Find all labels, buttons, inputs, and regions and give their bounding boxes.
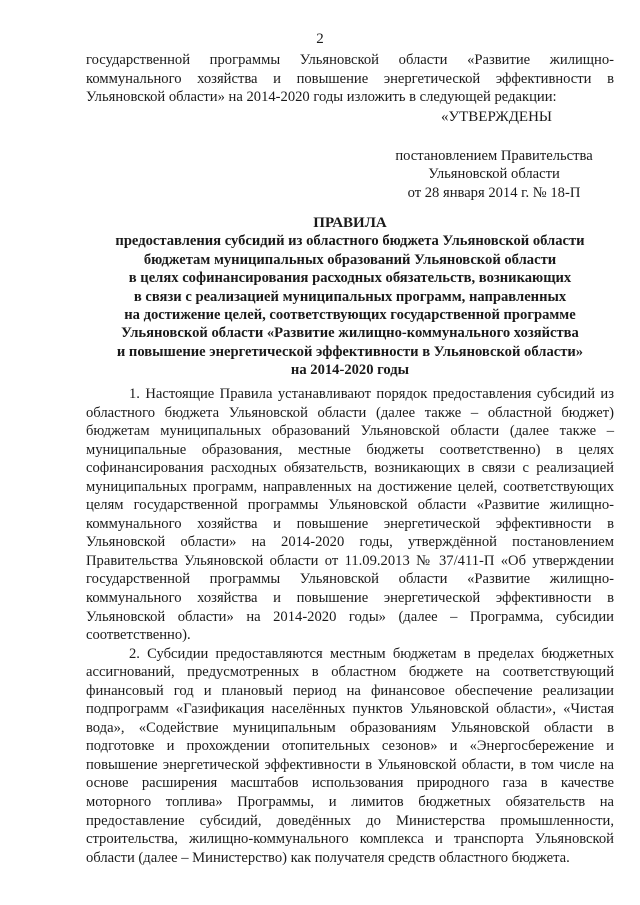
title-line: в целях софинансирования расходных обязательств, возникающих xyxy=(128,270,572,287)
body-paragraph-2: 2. Субсидии предоставляются местным бюджетам в пределах бюджетных ассигнований, предусмотренных в областном бюджете на соответствующий финансовый год и плановый период на финансовое обеспечение реализации подпрограмм «Газификация населённых пунктов Ульяновской области», «Чистая вода», «Содействие муниципальным образованиям Ульяновской области в подготовке и прохождении отопительных сезонов» и «Энергосбережение и повышение энергетической эффективности в Ульяновской области, в том числе на основе расширения масштабов использования природного газа в качестве моторного топлива» Программы, и лимитов бюджетных обязательств на предоставление субсидий, доведённых до Министерства промышленности, строительства, жилищно-коммунального комплекса и транспорта Ульяновской области (далее – Министерство) как получателя средств областного бюджета. xyxy=(86,645,614,866)
title-line: предоставления субсидий из областного бюджета Ульяновской области xyxy=(115,233,585,250)
approval-block xyxy=(374,147,614,202)
document-body xyxy=(86,385,614,867)
intro-paragraph: государственной программы Ульяновской области «Развитие жилищно-коммунального хозяйства и повышение энергетической эффективности в Ульяновской области» на 2014-2020 годы изложить в следующей редакции: xyxy=(86,52,614,106)
title-line: бюджетам муниципальных образований Ульяновской области xyxy=(143,251,557,268)
approval-date-line: от 28 января 2014 г. № 18-П xyxy=(407,184,581,201)
approval-status: «УТВЕРЖДЕНЫ xyxy=(441,109,553,125)
page-number: 2 xyxy=(316,31,324,47)
approval-line: постановлением Правительства xyxy=(395,148,593,164)
body-paragraph-1: 1. Настоящие Правила устанавливают порядок предоставления субсидий из областного бюджета Ульяновской области (далее также – областной бюджет) бюджетам муниципальных образований Ульяновской области (далее также – муниципальные образования, местные бюджеты соответственно) в целях софинансирования расходных обязательств, возникающих в связи с реализацией муниципальных программ, направленных на достижение целей, соответствующих целям государственной программы Ульяновской области «Развитие жилищно-коммунального хозяйства и повышение энергетической эффективности в Ульяновской области» на 2014-2020 годы, утверждённой постановлением Правительства Ульяновской области от 11.09.2013 № 37/411-П «Об утверждении государственной программы Ульяновской области «Развитие жилищно-коммунального хозяйства и повышение энергетической эффективности в Ульяновской области» на 2014-2020 годы» (далее – Программа, субсидии соответственно). xyxy=(86,386,614,644)
title-heading: ПРАВИЛА xyxy=(313,215,387,231)
title-line: на достижение целей, соответствующих государственной программе xyxy=(124,307,576,324)
title-line: на 2014-2020 годы xyxy=(290,362,410,379)
title-line: Ульяновской области «Развитие жилищно-коммунального хозяйства xyxy=(121,325,579,342)
approval-line: Ульяновской области xyxy=(428,166,560,183)
title-line: в связи с реализацией муниципальных программ, направленных xyxy=(133,288,567,305)
title-line: и повышение энергетической эффективности в Ульяновской области» xyxy=(116,343,584,360)
document-title xyxy=(86,214,614,380)
